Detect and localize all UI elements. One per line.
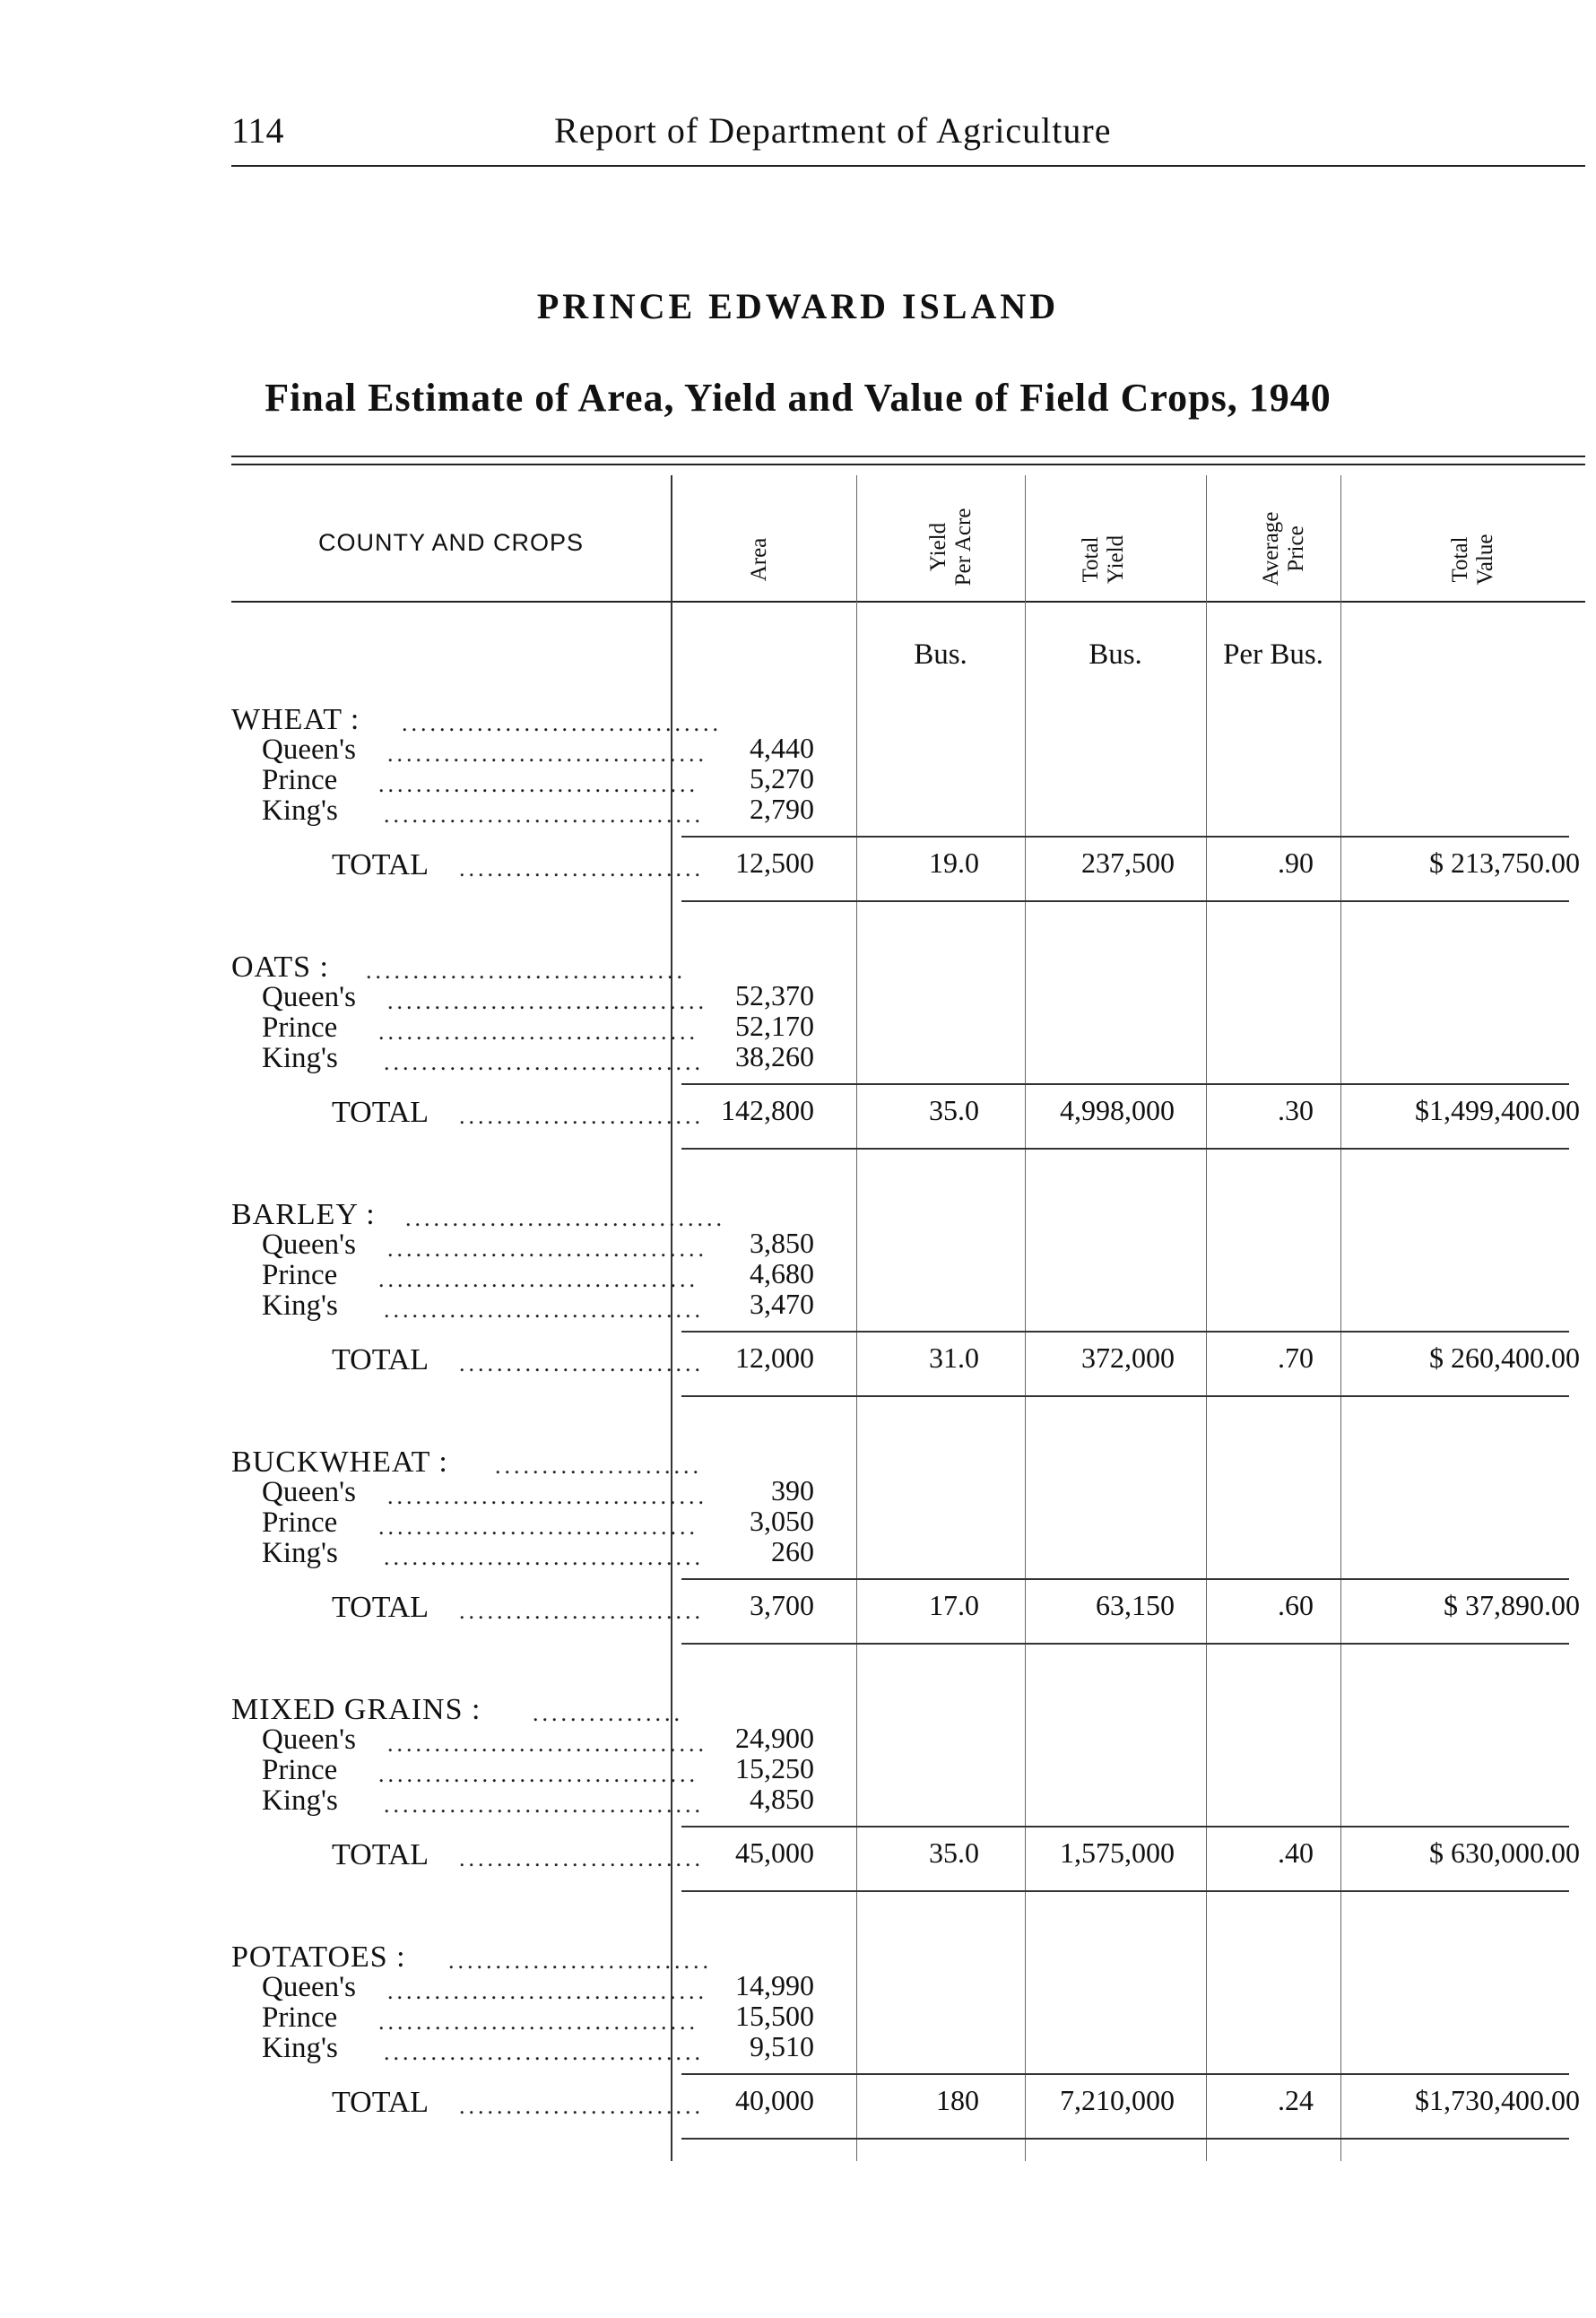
area-value: 3,470 (750, 1288, 814, 1320)
county-name: King's (262, 1537, 338, 1569)
county-name: Prince (262, 2001, 338, 2034)
page-number: 114 (231, 110, 284, 151)
crop-name: MIXED GRAINS : (231, 1693, 481, 1726)
area-value: 9,510 (750, 2030, 814, 2062)
total-label: TOTAL (332, 848, 429, 881)
total-yield-per-acre: 180 (936, 2084, 979, 2116)
total-label: TOTAL (332, 1838, 429, 1871)
county-name: King's (262, 2032, 338, 2064)
leader-dots: .......................... (459, 1598, 704, 1624)
leader-dots: .......................... (459, 1103, 704, 1129)
unit-total-yield: Bus. (1089, 638, 1142, 671)
leader-dots: .................................. (387, 1236, 707, 1262)
table-top-rule (231, 456, 1585, 457)
leader-dots: .................................. (384, 1792, 704, 1818)
county-name: King's (262, 794, 338, 827)
total-yield-per-acre: 31.0 (929, 1341, 979, 1374)
total-value: $ 213,750.00 (1429, 846, 1580, 879)
area-value: 390 (771, 1474, 814, 1506)
total-rule (681, 900, 1569, 902)
county-name: Queen's (262, 1476, 356, 1508)
total-price: .70 (1278, 1341, 1314, 1374)
leader-dots: .......................... (459, 2093, 704, 2119)
subtotal-rule (681, 836, 1569, 838)
subtotal-rule (681, 1331, 1569, 1333)
total-value: $ 260,400.00 (1429, 1341, 1580, 1374)
area-value: 52,170 (735, 1010, 814, 1042)
leader-dots: .................................. (384, 2039, 704, 2065)
subtotal-rule (681, 1578, 1569, 1580)
county-name: King's (262, 1289, 338, 1322)
total-yield: 372,000 (1081, 1341, 1175, 1374)
running-header (231, 109, 1585, 172)
total-area: 3,700 (750, 1589, 814, 1621)
leader-dots: .................................. (378, 1761, 698, 1787)
county-name: Prince (262, 1011, 338, 1044)
leader-dots: .......................... (459, 1845, 704, 1871)
area-value: 15,500 (735, 2000, 814, 2032)
area-value: 4,850 (750, 1783, 814, 1815)
county-name: Queen's (262, 981, 356, 1013)
total-label: TOTAL (332, 1591, 429, 1624)
county-name: Queen's (262, 1723, 356, 1756)
header-bottom-rule (231, 601, 1585, 603)
total-yield: 4,998,000 (1060, 1094, 1175, 1126)
column-header-average-price: Average Price (1259, 511, 1308, 586)
county-name: Queen's (262, 1228, 356, 1261)
total-yield-per-acre: 35.0 (929, 1094, 979, 1126)
total-area: 45,000 (735, 1836, 814, 1869)
leader-dots: .................................. (384, 1049, 704, 1075)
leader-dots: .................................. (387, 988, 707, 1014)
column-header-yield-per-acre: Yield Per Acre (926, 508, 976, 586)
leader-dots: .................................. (378, 1266, 698, 1292)
header-rule (231, 165, 1585, 167)
total-rule (681, 1890, 1569, 1892)
county-name: Queen's (262, 1971, 356, 2003)
total-price: .40 (1278, 1836, 1314, 1869)
leader-dots: .................................. (405, 1205, 725, 1231)
area-value: 3,850 (750, 1227, 814, 1259)
crop-name: OATS : (231, 951, 329, 984)
total-price: .30 (1278, 1094, 1314, 1126)
leader-dots: ...................... (495, 1453, 702, 1479)
total-value: $ 37,890.00 (1444, 1589, 1580, 1621)
leader-dots: .................................. (384, 1297, 704, 1323)
area-value: 4,440 (750, 732, 814, 764)
crop-name: BARLEY : (231, 1198, 376, 1231)
leader-dots: .................................. (387, 1731, 707, 1757)
county-name: Queen's (262, 734, 356, 766)
subtotal-rule (681, 1826, 1569, 1827)
total-rule (681, 1395, 1569, 1397)
county-name: King's (262, 1042, 338, 1074)
total-yield-per-acre: 17.0 (929, 1589, 979, 1621)
column-header-county: COUNTY AND CROPS (317, 529, 585, 556)
total-area: 12,000 (735, 1341, 814, 1374)
column-divider-value (1340, 475, 1341, 2161)
total-yield: 63,150 (1096, 1589, 1175, 1621)
area-value: 15,250 (735, 1752, 814, 1784)
column-divider-total-yield (1025, 475, 1026, 2161)
column-header-area: Area (747, 537, 771, 582)
leader-dots: .................................. (366, 958, 686, 984)
column-divider-yield (856, 475, 857, 2161)
total-rule (681, 1148, 1569, 1150)
table-title: Final Estimate of Area, Yield and Value of Field Crops, 1940 (265, 376, 1331, 420)
total-price: .90 (1278, 846, 1314, 879)
table-top-rule-2 (231, 464, 1585, 465)
column-header-total-value: Total Value (1448, 534, 1497, 586)
total-rule (681, 1643, 1569, 1645)
unit-price: Per Bus. (1223, 638, 1323, 671)
total-value: $1,499,400.00 (1415, 1094, 1580, 1126)
leader-dots: .................................. (402, 710, 722, 736)
total-rule (681, 2138, 1569, 2140)
county-name: Prince (262, 1506, 338, 1539)
leader-dots: .................................. (387, 1483, 707, 1509)
column-header-total-yield: Total Yield (1079, 534, 1128, 585)
total-yield-per-acre: 35.0 (929, 1836, 979, 1869)
total-area: 12,500 (735, 846, 814, 879)
leader-dots: .................................. (387, 1978, 707, 2004)
total-value: $1,730,400.00 (1415, 2084, 1580, 2116)
area-value: 3,050 (750, 1505, 814, 1537)
total-yield: 237,500 (1081, 846, 1175, 879)
total-label: TOTAL (332, 1096, 429, 1129)
region-title: PRINCE EDWARD ISLAND (536, 286, 1060, 326)
area-value: 14,990 (735, 1969, 814, 2001)
column-divider-price (1206, 475, 1207, 2161)
area-value: 260 (771, 1535, 814, 1567)
leader-dots: .................................. (378, 1514, 698, 1540)
total-yield: 7,210,000 (1060, 2084, 1175, 2116)
leader-dots: .................................. (384, 1544, 704, 1570)
leader-dots: .......................... (459, 855, 704, 881)
total-area: 142,800 (721, 1094, 814, 1126)
total-label: TOTAL (332, 2086, 429, 2119)
county-name: Prince (262, 764, 338, 796)
running-title: Report of Department of Agriculture (554, 110, 1112, 151)
leader-dots: .................................. (387, 741, 707, 767)
county-name: King's (262, 1784, 338, 1817)
leader-dots: .................................. (384, 802, 704, 828)
area-value: 2,790 (750, 793, 814, 825)
area-value: 4,680 (750, 1257, 814, 1289)
total-value: $ 630,000.00 (1429, 1836, 1580, 1869)
leader-dots: .................................. (378, 2009, 698, 2035)
area-value: 5,270 (750, 762, 814, 794)
total-yield: 1,575,000 (1060, 1836, 1175, 1869)
leader-dots: ............................ (448, 1948, 712, 1974)
total-area: 40,000 (735, 2084, 814, 2116)
crop-name: WHEAT : (231, 703, 360, 736)
county-name: Prince (262, 1259, 338, 1291)
total-yield-per-acre: 19.0 (929, 846, 979, 879)
leader-dots: .......................... (459, 1350, 704, 1376)
total-price: .60 (1278, 1589, 1314, 1621)
area-value: 38,260 (735, 1040, 814, 1072)
crop-name: POTATOES : (231, 1940, 406, 1974)
county-name: Prince (262, 1754, 338, 1786)
subtotal-rule (681, 1083, 1569, 1085)
leader-dots: .................................. (378, 771, 698, 797)
total-price: .24 (1278, 2084, 1314, 2116)
leader-dots: .................................. (378, 1019, 698, 1045)
leader-dots: ................ (533, 1700, 683, 1726)
area-value: 52,370 (735, 979, 814, 1011)
area-value: 24,900 (735, 1722, 814, 1754)
crop-name: BUCKWHEAT : (231, 1445, 448, 1479)
subtotal-rule (681, 2073, 1569, 2075)
total-label: TOTAL (332, 1343, 429, 1376)
unit-yield: Bus. (914, 638, 967, 671)
